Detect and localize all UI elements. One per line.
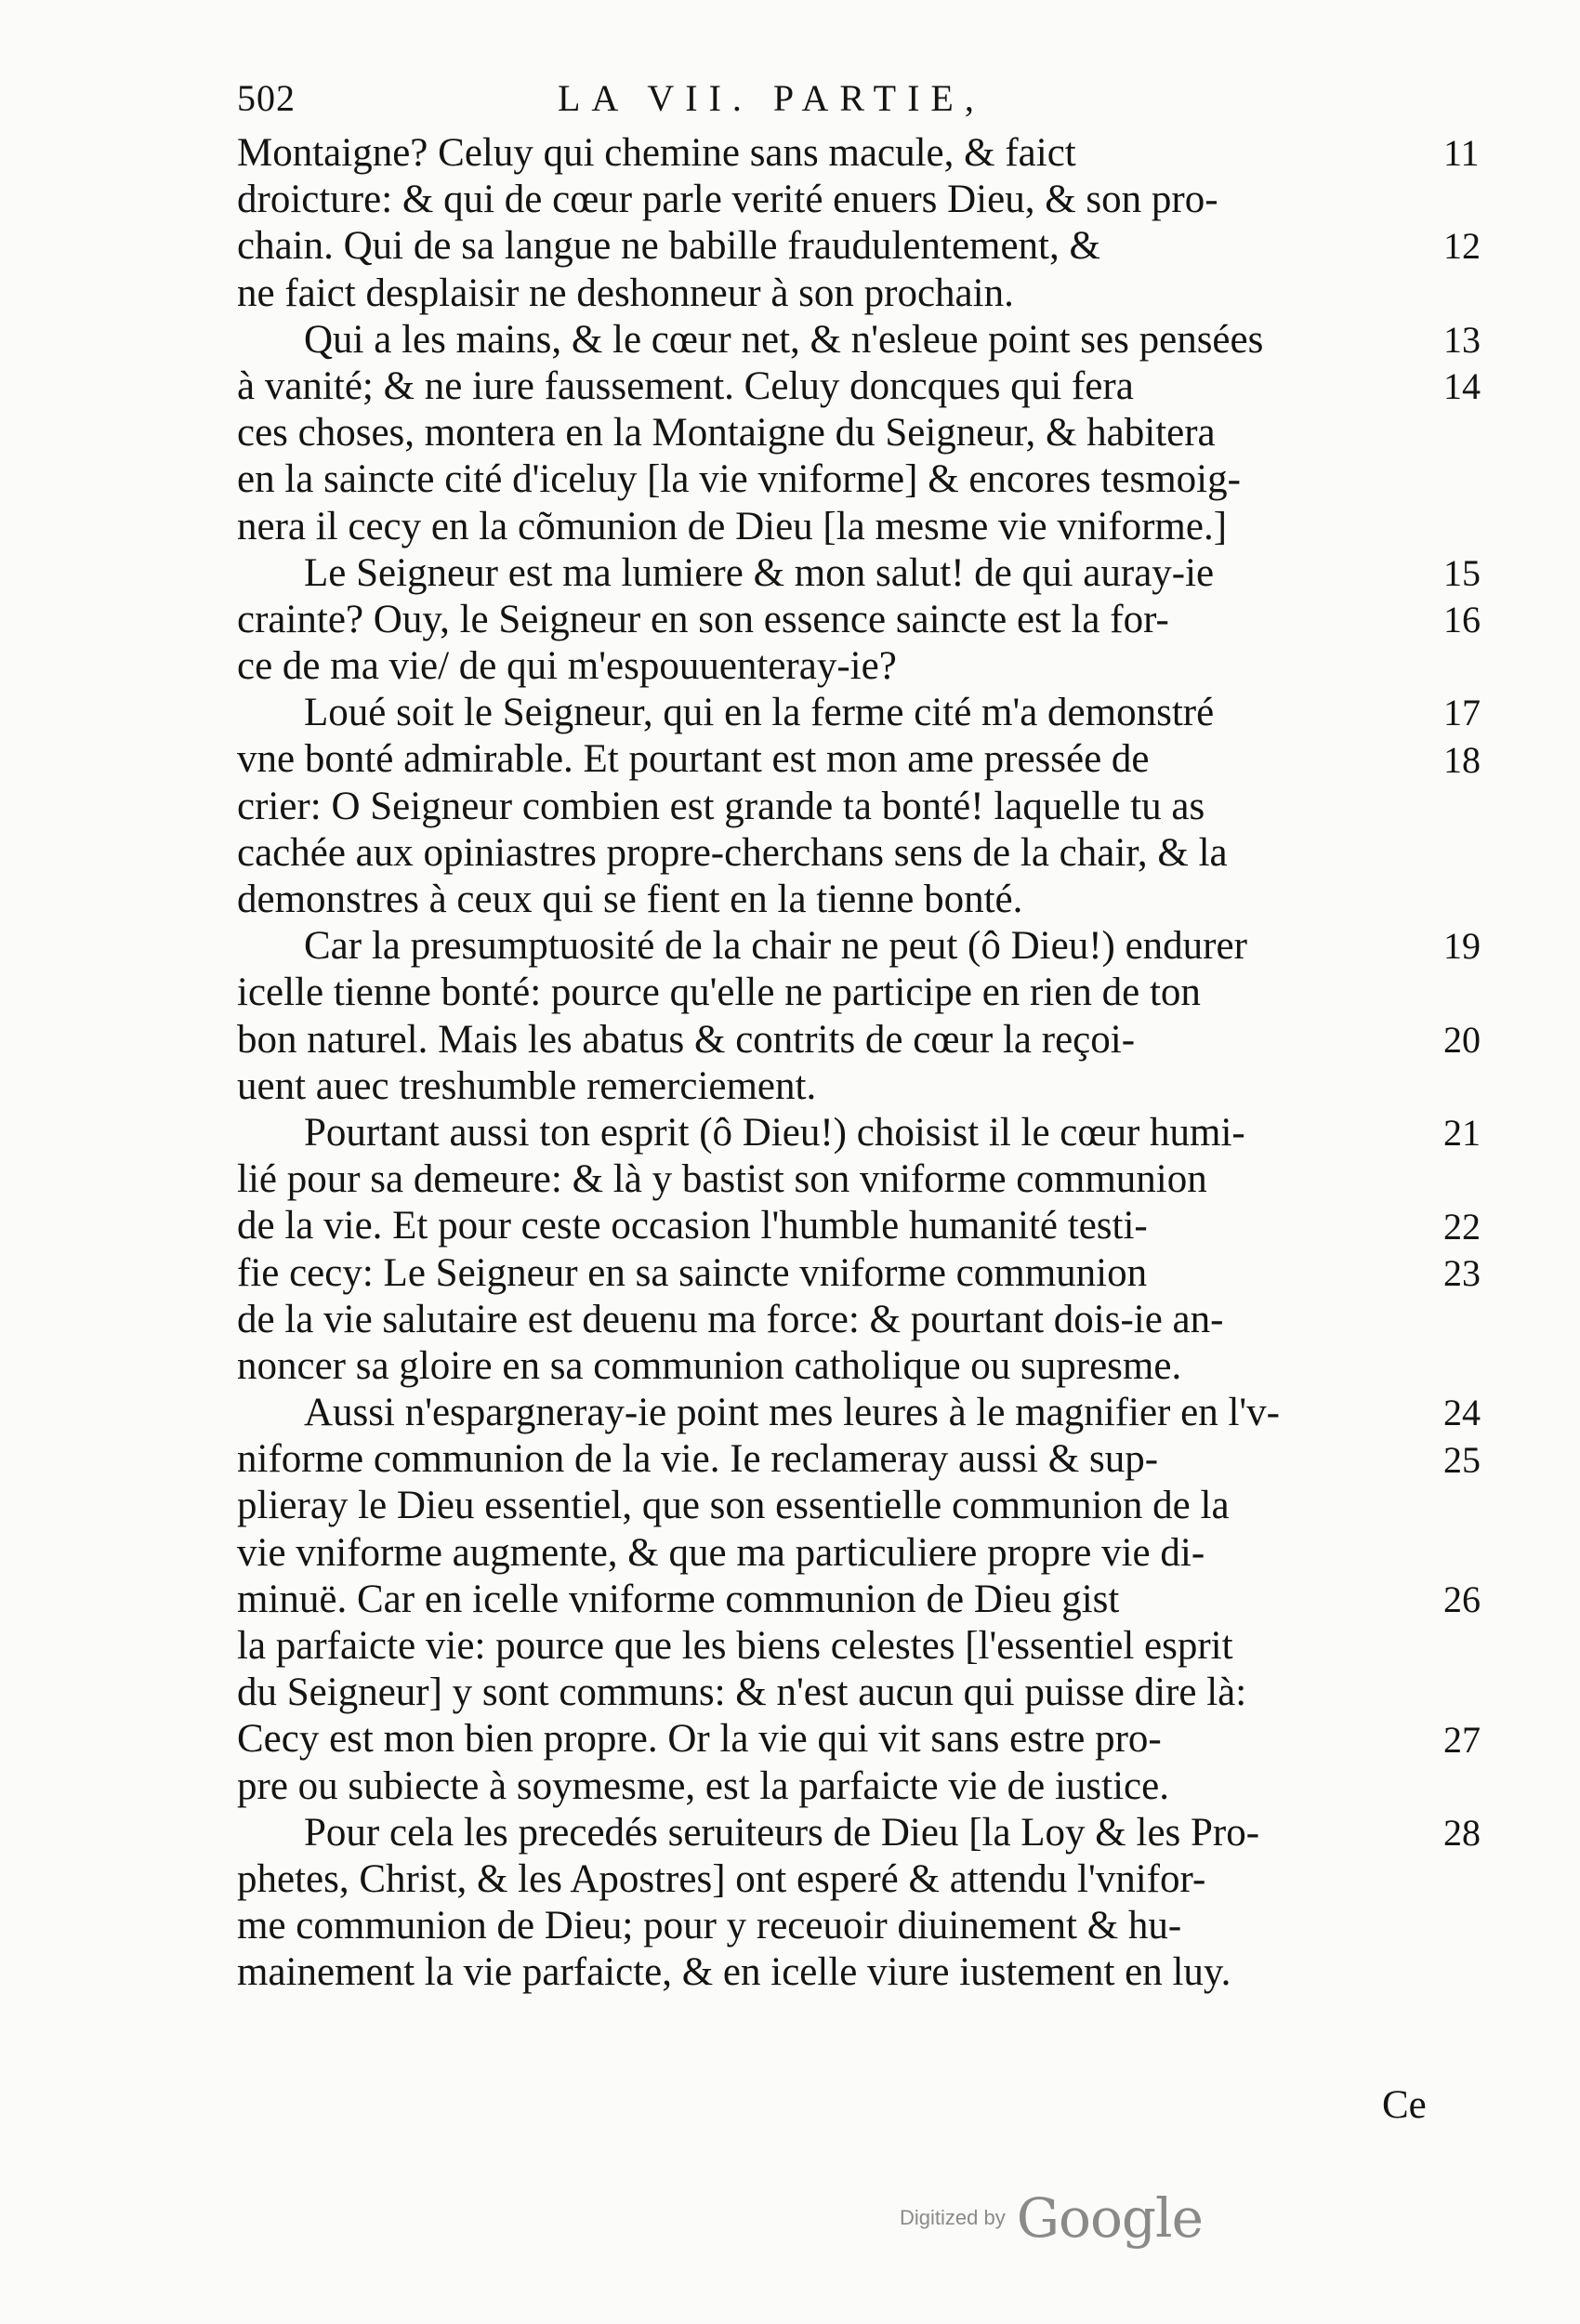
text-line: Pourtant aussi ton esprit (ô Dieu!) choisist il le cœur humi- — [304, 1110, 1245, 1155]
text-line: à vanité; & ne iure faussement. Celuy doncques qui fera — [237, 363, 1134, 408]
verse-number: 16 — [1443, 599, 1481, 640]
text-line: Montaigne? Celuy qui chemine sans macule, & faict — [237, 131, 1076, 175]
text-line: ce de ma vie/ de qui m'espouuenteray-ie? — [237, 644, 897, 689]
text-line: Loué soit le Seigneur, qui en la ferme cité m'a demonstré — [304, 691, 1215, 735]
verse-number: 26 — [1443, 1578, 1481, 1621]
verse-number: 19 — [1443, 925, 1481, 968]
text-line: droicture: & qui de cœur parle verité enuers Dieu, & son pro- — [237, 178, 1218, 222]
text-line: cachée aux opiniastres propre-cherchans sens de la chair, & la — [237, 830, 1228, 875]
text-line: mainement la vie parfaicte, & en icelle viure iustement en luy. — [237, 1950, 1231, 1995]
body-text — [237, 130, 1427, 1997]
text-line: en la saincte cité d'iceluy [la vie vniforme] & encores tesmoig- — [237, 457, 1241, 502]
verse-number: 14 — [1443, 365, 1481, 407]
text-line: niforme communion de la vie. Ie reclameray aussi & sup- — [237, 1437, 1159, 1482]
text-line: pre ou subiecte à soymesme, est la parfaicte vie de iustice. — [237, 1763, 1169, 1808]
text-line: lié pour sa demeure: & là y bastist son vniforme communion — [237, 1157, 1207, 1202]
verse-number: 15 — [1443, 551, 1481, 594]
google-logo: Google — [1016, 2186, 1203, 2250]
verse-number: 11 — [1443, 132, 1480, 174]
text-line: demonstres à ceux qui se fient en la tienne bonté. — [237, 878, 1023, 921]
verse-number: 22 — [1443, 1205, 1481, 1248]
text-line: nera il cecy en la cõmunion de Dieu [la mesme vie vniforme.] — [237, 504, 1228, 548]
text-line: uent auec treshumble remerciement. — [237, 1063, 817, 1108]
text-line: ces choses, montera en la Montaigne du Seigneur, & habitera — [237, 411, 1216, 456]
text-line: du Seigneur] y sont communs: & n'est aucun qui puisse dire là: — [237, 1670, 1247, 1715]
text-line: Le Seigneur est ma lumiere & mon salut! de qui auray-ie — [304, 550, 1215, 595]
text-line: Pour cela les precedés seruiteurs de Dieu [la Loy & les Pro- — [304, 1810, 1260, 1855]
page-number: 502 — [237, 77, 296, 119]
text-line: Cecy est mon bien propre. Or la vie qui vit sans estre pro- — [237, 1717, 1162, 1762]
verse-number: 23 — [1443, 1251, 1481, 1294]
text-line: la parfaicte vie: pource que les biens celestes [l'essentiel esprit — [237, 1624, 1233, 1668]
text-line: crier: O Seigneur combien est grande ta bonté! laquelle tu as — [237, 784, 1205, 828]
text-line: icelle tienne bonté: pource qu'elle ne participe en rien de ton — [237, 971, 1201, 1015]
page-header — [237, 76, 1473, 132]
text-line: de la vie salutaire est deuenu ma force: & pourtant dois-ie an- — [237, 1297, 1224, 1341]
running-head: LA VII. PARTIE, — [558, 77, 985, 119]
verse-number: 28 — [1443, 1812, 1481, 1855]
digitized-by-watermark — [900, 2186, 1203, 2251]
text-line: bon naturel. Mais les abatus & contrits de cœur la reçoi- — [237, 1017, 1136, 1062]
verse-number: 24 — [1443, 1392, 1481, 1434]
verse-number: 13 — [1443, 318, 1481, 361]
text-line: ne faict desplaisir ne deshonneur à son prochain. — [237, 271, 1014, 315]
verse-number: 17 — [1443, 692, 1481, 734]
text-line: Aussi n'espargneray-ie point mes leures à le magnifier en l'v- — [304, 1391, 1280, 1435]
verse-number: 20 — [1443, 1018, 1481, 1061]
text-line: minuë. Car en icelle vniforme communion de Dieu gist — [237, 1577, 1120, 1621]
text-line: vie vniforme augmente, & que ma particuliere propre vie di- — [237, 1530, 1205, 1575]
text-line: chain. Qui de sa langue ne babille fraudulentement, & — [237, 224, 1100, 269]
text-line: de la vie. Et pour ceste occasion l'humble humanité testi- — [237, 1204, 1148, 1248]
text-line: phetes, Christ, & les Apostres] ont esperé & attendu l'vnifor- — [237, 1856, 1206, 1901]
text-line: noncer sa gloire en sa communion catholique ou supresme. — [237, 1343, 1182, 1388]
verse-number: 27 — [1443, 1718, 1481, 1761]
text-line: Car la presumptuosité de la chair ne peut (ô Dieu!) endurer — [304, 924, 1247, 969]
text-line: Qui a les mains, & le cœur net, & n'esleue point ses pensées — [304, 317, 1264, 362]
text-line: plieray le Dieu essentiel, que son essentielle communion de la — [237, 1484, 1230, 1528]
verse-number: 21 — [1443, 1112, 1481, 1155]
digitized-label: Digitized by — [900, 2206, 1006, 2229]
verse-number: 12 — [1443, 225, 1481, 268]
text-line: vne bonté admirable. Et pourtant est mon ame pressée de — [237, 737, 1150, 782]
text-line: crainte? Ouy, le Seigneur en son essence saincte est la for- — [237, 597, 1169, 641]
verse-number: 25 — [1443, 1438, 1481, 1481]
text-line: fie cecy: Le Seigneur en sa saincte vniforme communion — [237, 1250, 1148, 1295]
verse-number: 18 — [1443, 738, 1481, 781]
text-line: me communion de Dieu; pour y receuoir diuinement & hu- — [237, 1904, 1182, 1948]
catchword: Ce — [1382, 2083, 1427, 2127]
